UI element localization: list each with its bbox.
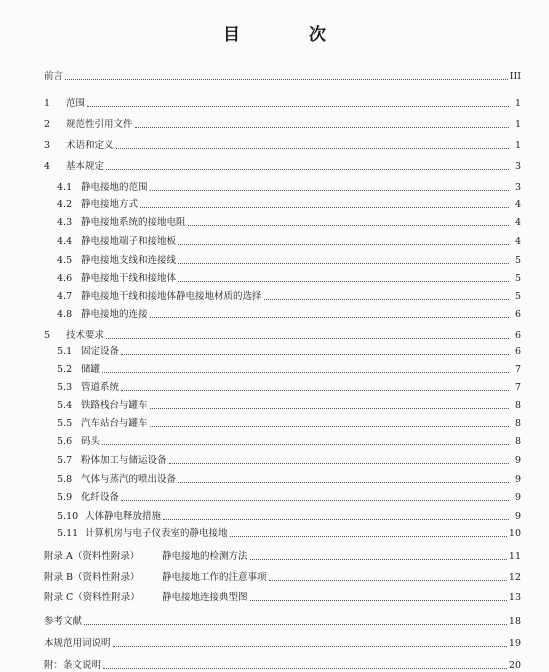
dot-leader bbox=[65, 79, 508, 80]
toc-entry[interactable] bbox=[57, 342, 521, 358]
toc-entry-page: 5 bbox=[514, 291, 521, 302]
toc-entry[interactable] bbox=[44, 568, 521, 584]
toc-entry-number: 5.11 bbox=[57, 528, 79, 539]
toc-entry-number: 5.6 bbox=[57, 436, 73, 447]
toc-entry-number: 5 bbox=[44, 330, 51, 341]
toc-entry[interactable] bbox=[57, 195, 521, 211]
toc-entry-title: 化纤设备 bbox=[81, 492, 120, 503]
dot-leader bbox=[113, 646, 507, 647]
toc-entry-title: 静电接地干线和接地体静电接地材质的选择 bbox=[81, 291, 262, 302]
toc-entry-page: 18 bbox=[508, 616, 521, 627]
toc-entry[interactable] bbox=[57, 378, 521, 394]
toc-entry-title: 静电接地连接典型图 bbox=[162, 592, 248, 603]
toc-entry-number: 5.9 bbox=[57, 492, 73, 503]
toc-entry-number: 5.1 bbox=[57, 346, 73, 357]
toc-entry[interactable] bbox=[57, 432, 521, 448]
dot-leader bbox=[250, 600, 507, 601]
toc-entry-number: 1 bbox=[44, 98, 51, 109]
toc-entry[interactable] bbox=[57, 251, 521, 267]
toc-entry-page: 12 bbox=[508, 572, 521, 583]
toc-entry-page: 8 bbox=[514, 400, 521, 411]
toc-entry-number: 4.6 bbox=[57, 273, 73, 284]
toc-entry-page: 7 bbox=[514, 364, 521, 375]
toc-entry-page: 19 bbox=[508, 638, 521, 649]
dot-leader bbox=[269, 580, 507, 581]
toc-entry-page: 9 bbox=[514, 492, 521, 503]
toc-entry-number: 5.3 bbox=[57, 382, 73, 393]
toc-entry-page: 3 bbox=[514, 161, 521, 172]
toc-entry-page: 4 bbox=[514, 199, 521, 210]
dot-leader bbox=[150, 317, 509, 318]
toc-entry-page: 20 bbox=[508, 660, 521, 671]
toc-entry-page: 1 bbox=[514, 98, 521, 109]
toc-entry[interactable] bbox=[44, 326, 521, 342]
dot-leader bbox=[150, 408, 509, 409]
toc-entry-page: 11 bbox=[508, 551, 521, 562]
toc-entry[interactable] bbox=[57, 488, 521, 504]
toc-entry-number: 5.5 bbox=[57, 418, 73, 429]
toc-entry-number: 4.2 bbox=[57, 199, 73, 210]
toc-entry-number: 4 bbox=[44, 161, 51, 172]
toc-entry-title: 汽车站台与罐车 bbox=[81, 418, 148, 429]
dot-leader bbox=[150, 190, 509, 191]
toc-entry-title: 储罐 bbox=[81, 364, 101, 375]
toc-entry-title: 静电接地工作的注意事项 bbox=[162, 572, 267, 583]
toc-entry-title: 静电接地干线和接地体 bbox=[81, 273, 177, 284]
toc-entry-number: 附录 C（资料性附录） bbox=[44, 592, 140, 603]
dot-leader bbox=[103, 668, 507, 669]
toc-entry-page: 13 bbox=[508, 592, 521, 603]
dot-leader bbox=[121, 500, 509, 501]
toc-entry-page: 1 bbox=[514, 140, 521, 151]
toc-entry-page: 4 bbox=[514, 236, 521, 247]
toc-entry[interactable] bbox=[57, 269, 521, 285]
toc-entry[interactable] bbox=[57, 287, 521, 303]
dot-leader bbox=[250, 559, 507, 560]
toc-entry-number: 4.8 bbox=[57, 309, 73, 320]
dot-leader bbox=[102, 444, 509, 445]
toc-entry[interactable] bbox=[44, 612, 521, 628]
toc-entry-number: 4.4 bbox=[57, 236, 73, 247]
toc-entry[interactable] bbox=[57, 414, 521, 430]
toc-entry-page: 5 bbox=[514, 255, 521, 266]
dot-leader bbox=[121, 390, 509, 391]
toc-entry-page: 8 bbox=[514, 436, 521, 447]
toc-entry-title: 静电接地支线和连接线 bbox=[81, 255, 177, 266]
dot-leader bbox=[84, 624, 507, 625]
toc-entry-title: 静电接地系统的接地电阻 bbox=[81, 217, 186, 228]
toc-entry[interactable] bbox=[57, 470, 521, 486]
toc-entry[interactable] bbox=[57, 360, 521, 376]
toc-entry-page: 10 bbox=[508, 528, 521, 539]
dot-leader bbox=[116, 148, 509, 149]
toc-entry-page: 8 bbox=[514, 418, 521, 429]
toc-entry-number: 附录 A（资料性附录） bbox=[44, 551, 140, 562]
toc-entry-title: 技术要求 bbox=[66, 330, 105, 341]
toc-entry-title: 气体与蒸汽的喷出设备 bbox=[81, 474, 177, 485]
dot-leader bbox=[106, 169, 509, 170]
toc-entry-page: III bbox=[509, 71, 521, 82]
toc-entry-number: 附录 B（资料性附录） bbox=[44, 572, 140, 583]
toc-entry-page: 9 bbox=[514, 511, 521, 522]
toc-entry[interactable] bbox=[57, 213, 521, 229]
dot-leader bbox=[178, 482, 509, 483]
toc-entry-title: 码头 bbox=[81, 436, 101, 447]
toc-entry-page: 6 bbox=[514, 309, 521, 320]
toc-entry[interactable] bbox=[44, 136, 521, 152]
toc-entry-title: 静电接地方式 bbox=[81, 199, 139, 210]
toc-entry[interactable] bbox=[44, 656, 521, 672]
toc-entry-number: 5.10 bbox=[57, 511, 79, 522]
toc-entry-number: 5.2 bbox=[57, 364, 73, 375]
toc-entry[interactable] bbox=[44, 547, 521, 563]
dot-leader bbox=[178, 244, 509, 245]
toc-entry-page: 9 bbox=[514, 474, 521, 485]
toc-entry-number: 5.8 bbox=[57, 474, 73, 485]
toc-entry-title: 静电接地的范围 bbox=[81, 182, 148, 193]
toc-entry-title: 铁路栈台与罐车 bbox=[81, 400, 148, 411]
dot-leader bbox=[135, 127, 509, 128]
toc-entry-page: 6 bbox=[514, 330, 521, 341]
toc-entry-title: 基本规定 bbox=[66, 161, 105, 172]
dot-leader bbox=[169, 463, 509, 464]
toc-entry-title: 前言 bbox=[44, 71, 64, 82]
dot-leader bbox=[102, 372, 509, 373]
toc-entry[interactable] bbox=[44, 157, 521, 173]
toc-entry-title: 术语和定义 bbox=[66, 140, 114, 151]
toc-entry-title: 管道系统 bbox=[81, 382, 120, 393]
toc-entry-title: 参考文献 bbox=[44, 616, 83, 627]
dot-leader bbox=[87, 106, 509, 107]
dot-leader bbox=[264, 299, 509, 300]
toc-entry[interactable] bbox=[44, 634, 521, 650]
toc-entry-number: 4.1 bbox=[57, 182, 73, 193]
toc-entry-page: 3 bbox=[514, 182, 521, 193]
toc-entry[interactable] bbox=[44, 94, 521, 110]
toc-entry[interactable] bbox=[44, 67, 521, 83]
toc-entry-number: 4.7 bbox=[57, 291, 73, 302]
toc-entry-number: 4.5 bbox=[57, 255, 73, 266]
toc-entry-title: 范围 bbox=[66, 98, 86, 109]
dot-leader bbox=[150, 426, 509, 427]
toc-entry-page: 9 bbox=[514, 455, 521, 466]
toc-entry-number: 2 bbox=[44, 119, 51, 130]
dot-leader bbox=[178, 263, 509, 264]
toc-entry-title: 粉体加工与储运设备 bbox=[81, 455, 167, 466]
dot-leader bbox=[178, 281, 509, 282]
toc-entry-number: 5.4 bbox=[57, 400, 73, 411]
toc-entry-number: 5.7 bbox=[57, 455, 73, 466]
toc-entry-title: 本规范用词说明 bbox=[44, 638, 111, 649]
toc-entry[interactable] bbox=[57, 451, 521, 467]
toc-entry-title: 规范性引用文件 bbox=[66, 119, 133, 130]
toc-entry[interactable] bbox=[44, 115, 521, 131]
toc-entry[interactable] bbox=[57, 507, 521, 523]
toc-entry-page: 6 bbox=[514, 346, 521, 357]
dot-leader bbox=[121, 354, 509, 355]
toc-entry[interactable] bbox=[57, 232, 521, 248]
page-title: 目 次 bbox=[223, 25, 352, 45]
toc-entry-title: 人体静电释放措施 bbox=[85, 511, 162, 522]
toc-entry-page: 4 bbox=[514, 217, 521, 228]
dot-leader bbox=[140, 207, 509, 208]
toc-entry-page: 7 bbox=[514, 382, 521, 393]
toc-entry[interactable] bbox=[57, 524, 521, 540]
toc-entry-number: 3 bbox=[44, 140, 51, 151]
dot-leader bbox=[106, 338, 509, 339]
toc-entry-number: 4.3 bbox=[57, 217, 73, 228]
toc-entry-title: 静电接地端子和接地板 bbox=[81, 236, 177, 247]
toc-entry-page: 5 bbox=[514, 273, 521, 284]
toc-entry[interactable] bbox=[57, 178, 521, 194]
toc-entry-title: 附：条文说明 bbox=[44, 660, 102, 671]
dot-leader bbox=[188, 225, 509, 226]
toc-entry[interactable] bbox=[44, 588, 521, 604]
dot-leader bbox=[163, 519, 509, 520]
toc-entry[interactable] bbox=[57, 396, 521, 412]
toc-entry-title: 计算机房与电子仪表室的静电接地 bbox=[85, 528, 228, 539]
toc-entry-page: 1 bbox=[514, 119, 521, 130]
toc-entry-title: 固定设备 bbox=[81, 346, 120, 357]
toc-entry-title: 静电接地的连接 bbox=[81, 309, 148, 320]
toc-entry[interactable] bbox=[57, 305, 521, 321]
dot-leader bbox=[230, 536, 507, 537]
toc-entry-title: 静电接地的检测方法 bbox=[162, 551, 248, 562]
